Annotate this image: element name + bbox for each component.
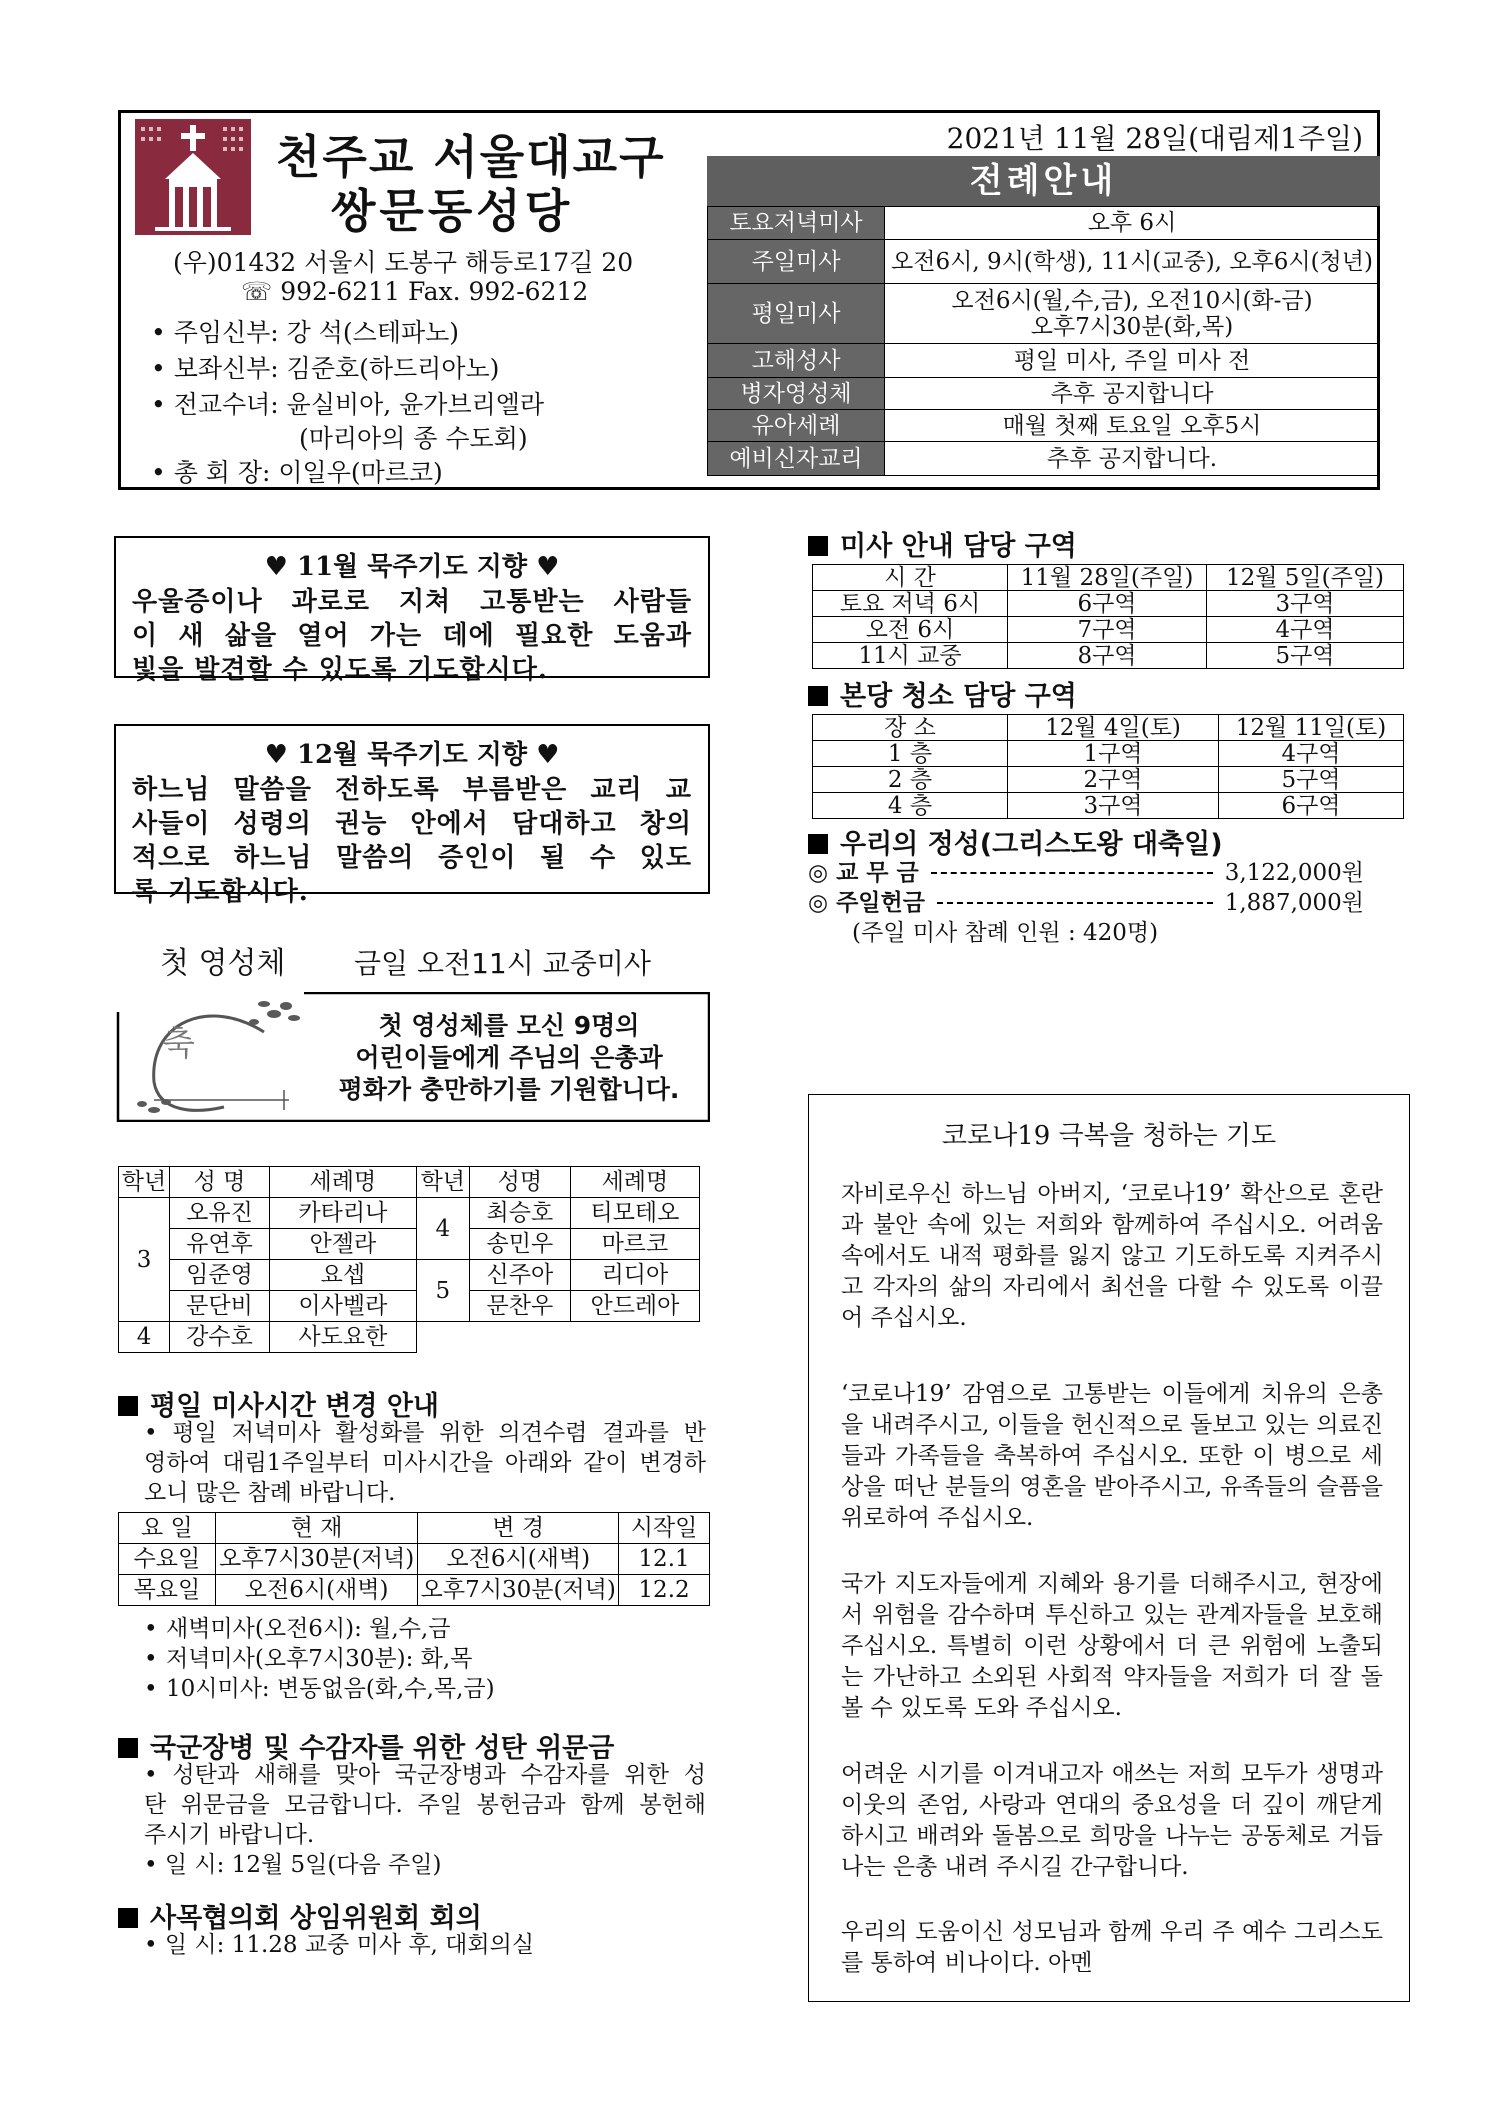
note-text: 저녁미사(오후7시30분): 화,목 [166, 1646, 473, 1672]
staff-pastor: • 주임신부: 강 석(스테파노) [151, 318, 460, 347]
bullet-dot: • [144, 1646, 158, 1672]
liturgy-value: 오후 6시 [885, 207, 1380, 240]
offering-amount: 1,887,000원 [1224, 890, 1364, 916]
offering-amount: 3,122,000원 [1224, 860, 1364, 886]
baptism-cell: 마르코 [570, 1229, 699, 1260]
zone-cell: 6구역 [1219, 793, 1404, 819]
zone-cell: 8구역 [1008, 643, 1207, 669]
square-bullet-icon [808, 536, 828, 556]
grade-cell: 5 [416, 1260, 469, 1322]
floor-cell: 2 층 [813, 767, 1008, 793]
day-cell: 수요일 [119, 1544, 216, 1575]
november-rosary-intention [114, 536, 710, 685]
note-text: 새벽미사(오전6시): 월,수,금 [166, 1616, 451, 1642]
covid-prayer-title: 코로나19 극복을 청하는 기도 [941, 1121, 1277, 1151]
weekday-change-notes [144, 1614, 495, 1704]
covid-prayer-paragraph: 어려운 시기를 이겨내고자 애쓰는 저희 모두가 생명과 이웃의 존엄, 사랑과 연대의 중요성을 더 깊이 깨닫게 하시고 배려와 돌봄으로 희망을 나누는 공동체로 거듭나는 은총 내려 주시길 간구합니다. [841, 1761, 1383, 1880]
baptism-cell: 안젤라 [269, 1229, 416, 1260]
bullet-dot: • [144, 1676, 158, 1702]
november-intention-line: 이 새 삶을 열어 가는 데에 필요한 도움과 [132, 621, 692, 651]
start-cell: 12.2 [619, 1575, 710, 1606]
heading-text: 국군장병 및 수감자를 위한 성탄 위문금 [150, 1733, 615, 1764]
square-bullet-icon [808, 686, 828, 706]
phone: ☏ 992-6211 Fax. 992-6212 [241, 277, 589, 306]
liturgy-value: 오전6시, 9시(학생), 11시(교중), 오후6시(청년) [885, 240, 1380, 284]
baptism-cell: 카타리나 [269, 1198, 416, 1229]
body-line: 주시기 바랍니다. [144, 1822, 315, 1848]
baptism-cell: 요셉 [269, 1260, 416, 1291]
leader-dots [931, 872, 1213, 874]
cleaning-duty-table [812, 714, 1404, 819]
floor-cell: 1 층 [813, 741, 1008, 767]
heading-text: 사목협의회 상임위원회 회의 [150, 1903, 482, 1934]
name-cell: 강수호 [170, 1322, 270, 1353]
offering-label: ◎ 교 무 금 [808, 860, 919, 886]
baptism-cell: 안드레아 [570, 1291, 699, 1322]
grade-cell: 4 [119, 1322, 170, 1353]
col-header: 요 일 [119, 1513, 216, 1544]
note-item [144, 1674, 495, 1704]
first-communion-card [114, 992, 710, 1122]
name-cell: 신주아 [469, 1260, 570, 1291]
staff-sisters-order: (마리아의 종 수도회) [299, 424, 528, 453]
church-logo [135, 119, 251, 235]
empty-cell [416, 1322, 699, 1353]
col-header: 세례명 [570, 1167, 699, 1198]
message-line: 첫 영성체를 모신 9명의 [378, 1011, 640, 1040]
liturgy-key: 유아세례 [708, 410, 885, 442]
covid-prayer-paragraph: ‘코로나19’ 감염으로 고통받는 이들에게 치유의 은총을 내려주시고, 이들을 헌신적으로 돌보고 있는 의료진들과 가족들을 축복하여 주십시오. 또한 이 병으로 세상을 떠난 분들의 영혼을 받아주시고, 유족들의 슬픔을 위로하여 주십시오. [841, 1381, 1383, 1531]
col-header: 현 재 [215, 1513, 418, 1544]
zone-cell: 7구역 [1008, 617, 1207, 643]
church-name-2: 쌍문동성당 [331, 184, 574, 238]
december-intention-line: 하느님 말씀을 전하도록 부름받은 교리 교 [132, 775, 692, 805]
covid-prayer-paragraph: 자비로우신 하느님 아버지, ‘코로나19’ 확산으로 혼란과 불안 속에 있는 저희와 함께하여 주십시오. 어려움 속에서도 내적 평화를 잃지 않고 기도하도록 지켜주시고 각자의 삶의 자리에서 최선을 다할 수 있도록 이끌어 주십시오. [841, 1181, 1383, 1331]
liturgy-value: 평일 미사, 주일 미사 전 [885, 344, 1380, 378]
start-cell: 12.1 [619, 1544, 710, 1575]
mass-duty-table [812, 564, 1404, 669]
liturgy-key: 평일미사 [708, 284, 885, 344]
church-name-1: 천주교 서울대교구 [276, 130, 666, 184]
offering-heading [808, 822, 1223, 861]
bullet-dot: • [144, 1616, 158, 1642]
zone-cell: 3구역 [1207, 591, 1404, 617]
intro-line: 영하여 대림1주일부터 미사시간을 아래와 같이 변경하 [144, 1450, 706, 1476]
first-communion-subtitle: 금일 오전11시 교중미사 [354, 947, 651, 980]
square-bullet-icon [118, 1908, 138, 1928]
name-cell: 송민우 [469, 1229, 570, 1260]
liturgy-value: 추후 공지합니다. [885, 442, 1380, 476]
name-cell: 유연후 [170, 1229, 270, 1260]
first-communion-table [118, 1166, 700, 1353]
heading-text: 미사 안내 담당 구역 [840, 531, 1077, 562]
col-header: 세례명 [269, 1167, 416, 1198]
col-header: 성명 [469, 1167, 570, 1198]
current-cell: 오전6시(새벽) [215, 1575, 418, 1606]
staff-sisters: • 전교수녀: 윤실비아, 윤가브리엘라 [151, 390, 545, 419]
heading-text: 본당 청소 담당 구역 [840, 681, 1077, 712]
zone-cell: 4구역 [1219, 741, 1404, 767]
liturgy-title: 전례안내 [707, 156, 1380, 206]
december-rosary-intention [114, 724, 710, 907]
liturgy-value [885, 284, 1380, 344]
offering-item [808, 858, 1364, 888]
liturgy-table [707, 206, 1380, 476]
baptism-cell: 이사벨라 [269, 1291, 416, 1322]
message-line: 평화가 충만하기를 기원합니다. [338, 1075, 680, 1104]
time-cell: 오전 6시 [813, 617, 1008, 643]
square-bullet-icon [808, 834, 828, 854]
bulletin-header [118, 110, 1380, 490]
liturgy-value: 추후 공지합니다 [885, 378, 1380, 410]
december-intention-line: 사들이 성령의 권능 안에서 담대하고 창의 [132, 809, 692, 839]
liturgy-key: 고해성사 [708, 344, 885, 378]
new-cell: 오전6시(새벽) [418, 1544, 619, 1575]
floor-cell: 4 층 [813, 793, 1008, 819]
liturgy-key: 병자영성체 [708, 378, 885, 410]
december-intention-title: ♥ 12월 묵주기도 지향 ♥ [264, 740, 560, 770]
col-header: 변 경 [418, 1513, 619, 1544]
staff-assistant: • 보좌신부: 김준호(하드리아노) [151, 354, 500, 383]
zone-cell: 5구역 [1219, 767, 1404, 793]
liturgy-key: 주일미사 [708, 240, 885, 284]
liturgy-guide [707, 156, 1380, 476]
message-line: 어린이들에게 주님의 은총과 [355, 1043, 663, 1072]
col-header: 12월 4일(토) [1008, 715, 1219, 741]
day-cell: 목요일 [119, 1575, 216, 1606]
square-bullet-icon [118, 1396, 138, 1416]
first-communion-message [324, 1010, 694, 1106]
note-item [144, 1614, 495, 1644]
col-header: 시작일 [619, 1513, 710, 1544]
square-bullet-icon [118, 1738, 138, 1758]
liturgy-value-line1: 오전6시(월,수,금), 오전10시(화-금) [951, 287, 1313, 314]
church-logo-icon [135, 119, 251, 235]
address: (우)01432 서울시 도봉구 해등로17길 20 [173, 248, 634, 277]
heading-text: 평일 미사시간 변경 안내 [150, 1391, 440, 1422]
mass-duty-heading [808, 524, 1077, 563]
baptism-cell: 티모테오 [570, 1198, 699, 1229]
offering-label: ◎ 주일헌금 [808, 890, 925, 916]
time-cell: 11시 교중 [813, 643, 1008, 669]
fund-date: • 일 시: 12월 5일(다음 주일) [144, 1852, 442, 1878]
note-item [144, 1644, 495, 1674]
col-header: 학년 [119, 1167, 170, 1198]
col-header: 12월 11일(토) [1219, 715, 1404, 741]
zone-cell: 1구역 [1008, 741, 1219, 767]
name-cell: 문단비 [170, 1291, 270, 1322]
offering-item [808, 888, 1364, 918]
council-date: • 일 시: 11.28 교중 미사 후, 대회의실 [144, 1932, 535, 1958]
name-cell: 문찬우 [469, 1291, 570, 1322]
intro-line: 오니 많은 참례 바랍니다. [144, 1480, 396, 1506]
time-cell: 토요 저녁 6시 [813, 591, 1008, 617]
weekday-change-table [118, 1512, 710, 1606]
heading-text: 우리의 정성(그리스도왕 대축일) [840, 829, 1223, 860]
zone-cell: 4구역 [1207, 617, 1404, 643]
baptism-cell: 사도요한 [269, 1322, 416, 1353]
offering-list [808, 858, 1364, 948]
name-cell: 최승호 [469, 1198, 570, 1229]
first-communion-title: 첫 영성체 [160, 946, 286, 981]
col-header: 시 간 [813, 565, 1008, 591]
liturgy-value-line2: 오후7시30분(화,목) [1030, 313, 1234, 340]
december-intention-line: 록 기도합시다. [132, 877, 309, 907]
grade-cell: 3 [119, 1198, 170, 1322]
weekday-change-intro [144, 1418, 706, 1508]
col-header: 학년 [416, 1167, 469, 1198]
covid-prayer-box [808, 1094, 1410, 2002]
grade-cell: 4 [416, 1198, 469, 1260]
body-line: • 성탄과 새해를 맞아 국군장병과 수감자를 위한 성 [144, 1762, 706, 1788]
zone-cell: 5구역 [1207, 643, 1404, 669]
col-header: 11월 28일(주일) [1008, 565, 1207, 591]
zone-cell: 3구역 [1008, 793, 1219, 819]
leader-dots [937, 902, 1213, 904]
zone-cell: 2구역 [1008, 767, 1219, 793]
new-cell: 오후7시30분(저녁) [418, 1575, 619, 1606]
liturgy-key: 예비신자교리 [708, 442, 885, 476]
bulletin-date: 2021년 11월 28일(대림제1주일) [946, 122, 1363, 155]
note-text: 10시미사: 변동없음(화,수,목,금) [166, 1676, 495, 1702]
cleaning-duty-heading [808, 674, 1077, 713]
name-cell: 오유진 [170, 1198, 270, 1229]
zone-cell: 6구역 [1008, 591, 1207, 617]
body-line: 탄 위문금을 모금합니다. 주일 봉헌금과 함께 봉헌해 [144, 1792, 706, 1818]
congratulations-badge: 축 [162, 1024, 195, 1064]
december-intention-line: 적으로 하느님 말씀의 증인이 될 수 있도 [132, 843, 692, 873]
name-cell: 임준영 [170, 1260, 270, 1291]
attendance: (주일 미사 참례 인원 : 420명) [852, 920, 1159, 946]
col-header: 장 소 [813, 715, 1008, 741]
covid-prayer-paragraph: 우리의 도움이신 성모님과 함께 우리 주 예수 그리스도를 통하여 비나이다. 아멘 [841, 1919, 1383, 1976]
november-intention-line: 빛을 발견할 수 있도록 기도합시다. [132, 655, 548, 685]
liturgy-key: 토요저녁미사 [708, 207, 885, 240]
current-cell: 오후7시30분(저녁) [215, 1544, 418, 1575]
baptism-cell: 리디아 [570, 1260, 699, 1291]
christmas-fund-body [144, 1760, 706, 1880]
intro-line: • 평일 저녁미사 활성화를 위한 의견수렴 결과를 반 [144, 1420, 706, 1446]
november-intention-title: ♥ 11월 묵주기도 지향 ♥ [264, 552, 560, 582]
col-header: 성 명 [170, 1167, 270, 1198]
november-intention-line: 우울증이나 과로로 지쳐 고통받는 사람들 [132, 587, 692, 617]
liturgy-value: 매월 첫째 토요일 오후5시 [885, 410, 1380, 442]
col-header: 12월 5일(주일) [1207, 565, 1404, 591]
staff-president: • 총 회 장: 이일우(마르코) [151, 458, 443, 487]
covid-prayer-paragraph: 국가 지도자들에게 지혜와 용기를 더해주시고, 현장에서 위험을 감수하며 투신하고 있는 관계자들을 보호해 주십시오. 특별히 이런 상황에서 더 큰 위험에 노출되는 가난하고 소외된 사회적 약자들을 저희가 더 잘 돌볼 수 있도록 도와 주십시오. [841, 1571, 1383, 1721]
